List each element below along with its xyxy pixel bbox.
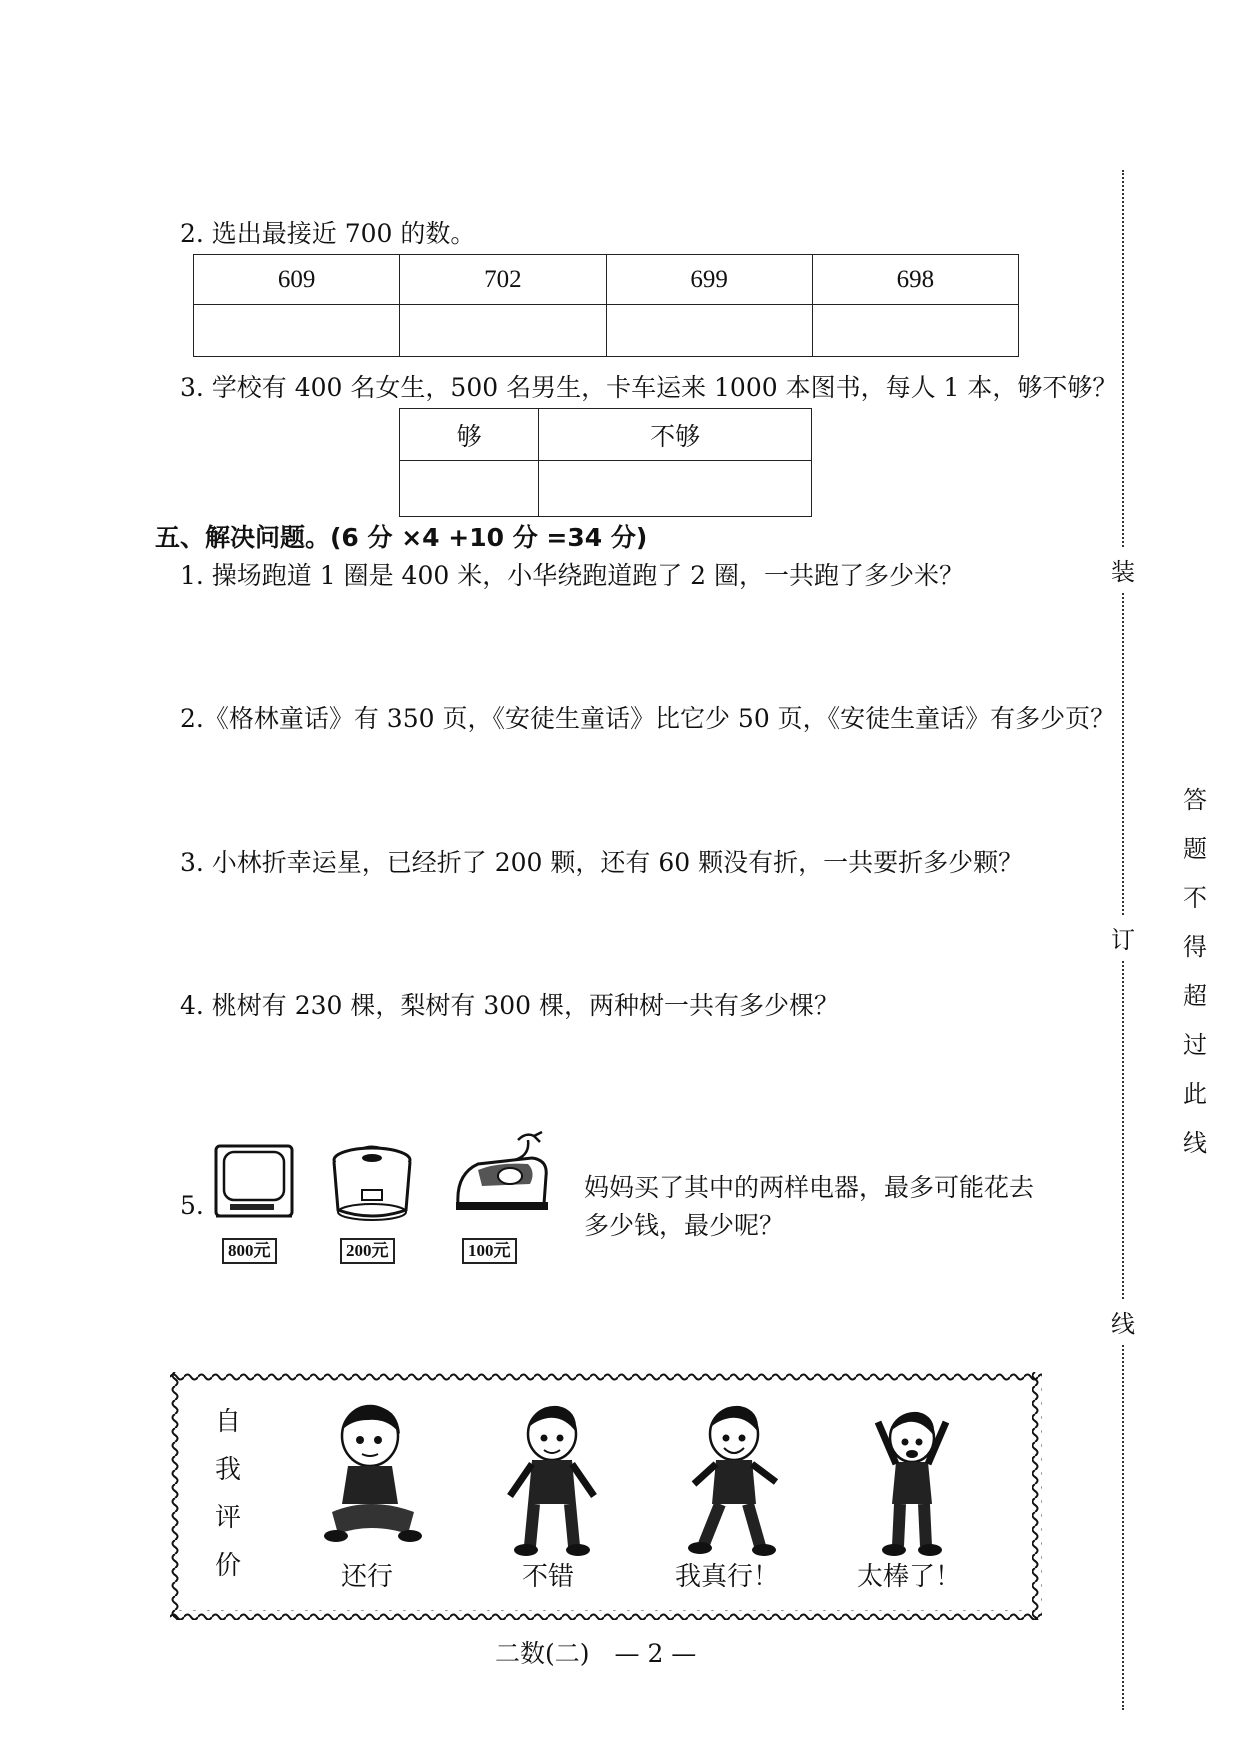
q2-option: 699	[606, 255, 812, 305]
boy-sitting-icon[interactable]	[318, 1400, 428, 1550]
q3-option-table	[399, 408, 812, 517]
boy-jumping-icon[interactable]	[862, 1400, 962, 1560]
binding-mark-xian: 线	[1106, 1300, 1140, 1343]
q2-option-table	[193, 254, 1019, 357]
eval-level-label: 太棒了！	[856, 1562, 961, 1592]
s5-q5-text-line1: 妈妈买了其中的两样电器，最多可能花去	[584, 1173, 1035, 1202]
margin-warning-char: 此	[1183, 1080, 1207, 1108]
section5-title: 五、解决问题。(6 分 ×4 +10 分 =34 分)	[155, 523, 648, 552]
q3-answer-cell[interactable]	[400, 461, 539, 517]
page-footer: 二数(二) — 2 —	[495, 1639, 697, 1668]
self-eval-title	[208, 1398, 248, 1590]
q2-answer-cell[interactable]	[400, 305, 606, 357]
rice-cooker-icon	[328, 1136, 416, 1224]
boy-standing-icon[interactable]	[502, 1400, 602, 1560]
q2-answer-cell[interactable]	[812, 305, 1018, 357]
q3-option: 够	[400, 409, 539, 461]
s5-q1-text: 1. 操场跑道 1 圈是 400 米，小华绕跑道跑了 2 圈，一共跑了多少米？	[180, 561, 965, 590]
iron-icon	[448, 1130, 558, 1220]
q2-option: 609	[194, 255, 400, 305]
margin-warning-char: 不	[1183, 884, 1207, 912]
margin-warning-char: 答	[1183, 786, 1207, 814]
self-eval-title-char: 评	[214, 1503, 241, 1533]
eval-level-label: 我真行！	[674, 1562, 779, 1592]
price-tag: 800元	[222, 1238, 277, 1264]
price-tag: 100元	[462, 1238, 517, 1264]
q3-text: 3. 学校有 400 名女生，500 名男生，卡车运来 1000 本图书，每人 1 本，够不够？	[180, 373, 1118, 402]
margin-warning-char: 超	[1183, 982, 1207, 1010]
self-eval-title-char: 我	[214, 1455, 241, 1485]
margin-warning-char: 题	[1183, 835, 1207, 863]
binding-mark-ding: 订	[1106, 916, 1140, 959]
q2-text: 2. 选出最接近 700 的数。	[180, 219, 476, 248]
margin-warning-char: 线	[1183, 1129, 1207, 1157]
q3-option: 不够	[539, 409, 812, 461]
q2-option: 698	[812, 255, 1018, 305]
s5-q3-text: 3. 小林折幸运星，已经折了 200 颗，还有 60 颗没有折，一共要折多少颗？	[180, 848, 1024, 877]
tv-icon	[212, 1142, 296, 1222]
q2-option: 702	[400, 255, 606, 305]
self-eval-title-char: 自	[214, 1407, 241, 1437]
boy-cheering-icon[interactable]	[684, 1400, 784, 1560]
s5-q4-text: 4. 桃树有 230 棵，梨树有 300 棵，两种树一共有多少棵？	[180, 991, 840, 1020]
price-tag: 200元	[340, 1238, 395, 1264]
q2-answer-cell[interactable]	[194, 305, 400, 357]
eval-level-label: 不错	[521, 1562, 574, 1592]
margin-warning	[1178, 776, 1212, 1168]
binding-mark-zhuang: 装	[1106, 548, 1140, 591]
eval-level-label: 还行	[340, 1562, 393, 1592]
q2-answer-cell[interactable]	[606, 305, 812, 357]
s5-q5-number: 5.	[180, 1191, 204, 1220]
s5-q5-text-line2: 多少钱，最少呢？	[584, 1211, 785, 1240]
q3-answer-cell[interactable]	[539, 461, 812, 517]
margin-warning-char: 得	[1183, 933, 1207, 961]
margin-warning-char: 过	[1183, 1031, 1207, 1059]
self-eval-title-char: 价	[214, 1551, 241, 1581]
s5-q2-text: 2.《格林童话》有 350 页，《安徒生童话》比它少 50 页，《安徒生童话》有多少页？	[180, 704, 1116, 733]
